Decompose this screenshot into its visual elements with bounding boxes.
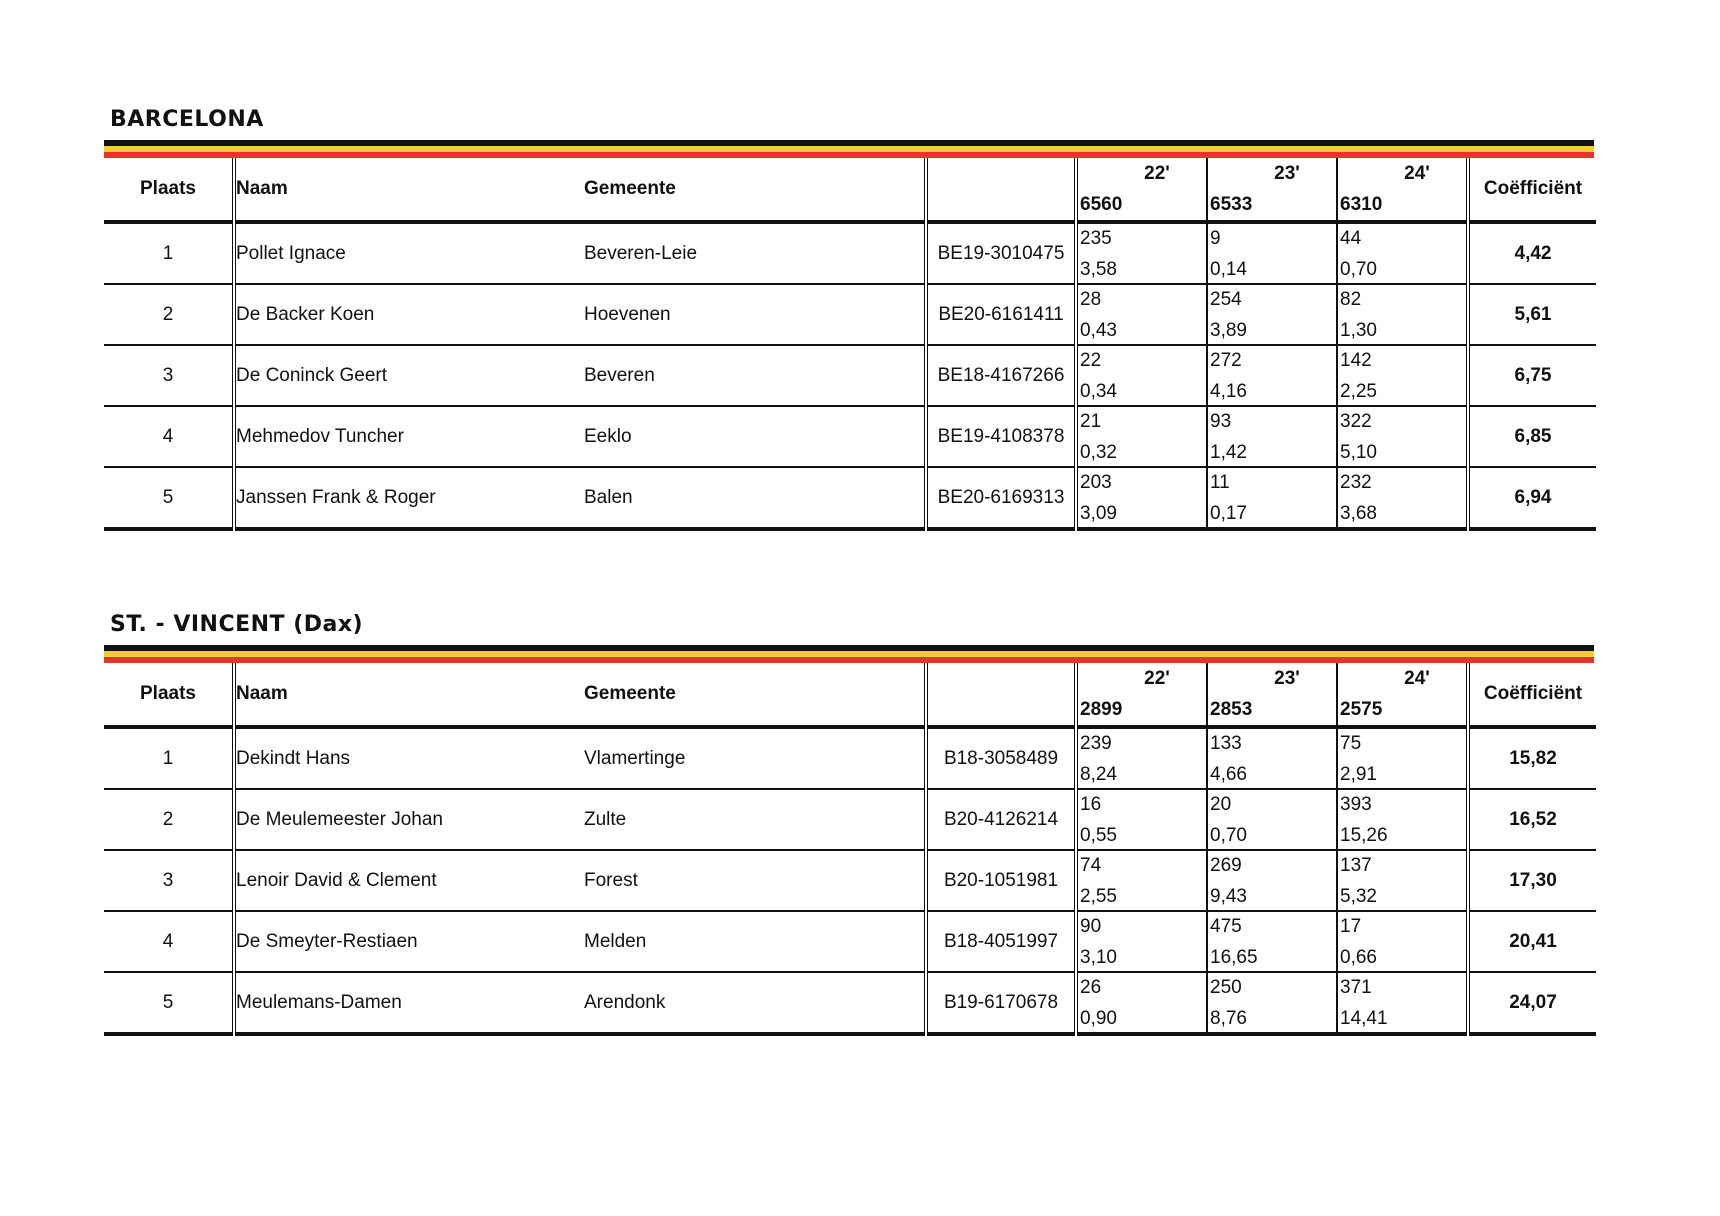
cell-year-result: 75 2,91	[1337, 727, 1468, 789]
table-row	[104, 406, 1596, 467]
cell-ring-number: B20-4126214	[926, 789, 1076, 850]
cell-gemeente: Beveren-Leie	[584, 242, 698, 264]
ranking-table	[104, 158, 1596, 531]
table-row	[104, 789, 1596, 850]
table-row	[104, 222, 1596, 284]
cell-year-result: 393 15,26	[1337, 789, 1468, 850]
cell-ring-number: BE18-4167266	[926, 345, 1076, 406]
cell-year-result: 250 8,76	[1207, 972, 1337, 1034]
cell-coefficient: 17,30	[1468, 850, 1596, 911]
header-coefficient: Coëfficiënt	[1468, 158, 1596, 222]
cell-ring-number: BE19-3010475	[926, 222, 1076, 284]
cell-ring-number: B20-1051981	[926, 850, 1076, 911]
header-naam: Naam	[234, 663, 584, 727]
cell-year-result: 133 4,66	[1207, 727, 1337, 789]
cell-naam: Dekindt Hans	[234, 727, 584, 789]
cell-ring-number: B18-3058489	[926, 727, 1076, 789]
cell-naam: De Smeyter-Restiaen	[234, 911, 584, 972]
cell-coefficient: 6,94	[1468, 467, 1596, 529]
header-gemeente: Gemeente	[584, 683, 676, 704]
cell-naam: De Meulemeester Johan	[234, 789, 584, 850]
cell-naam: Lenoir David & Clement	[234, 850, 584, 911]
cell-plaats: 2	[162, 808, 174, 830]
cell-year-result: 82 1,30	[1337, 284, 1468, 345]
cell-coefficient: 15,82	[1468, 727, 1596, 789]
cell-plaats: 3	[162, 364, 174, 386]
cell-year-result: 203 3,09	[1076, 467, 1207, 529]
cell-gemeente: Eeklo	[584, 425, 632, 447]
cell-year-result: 90 3,10	[1076, 911, 1207, 972]
cell-year-result: 11 0,17	[1207, 467, 1337, 529]
cell-plaats: 5	[162, 486, 174, 508]
cell-ring-number: BE20-6161411	[926, 284, 1076, 345]
cell-year-result: 272 4,16	[1207, 345, 1337, 406]
cell-year-result: 475 16,65	[1207, 911, 1337, 972]
cell-year-result: 26 0,90	[1076, 972, 1207, 1034]
cell-year-result: 74 2,55	[1076, 850, 1207, 911]
cell-ring-number: BE20-6169313	[926, 467, 1076, 529]
cell-year-result: 322 5,10	[1337, 406, 1468, 467]
table-row	[104, 727, 1596, 789]
ranking-table	[104, 663, 1596, 1036]
cell-plaats: 1	[162, 242, 174, 264]
table-row	[104, 972, 1596, 1034]
belgian-flag-stripe	[104, 645, 1594, 663]
cell-naam: Meulemans-Damen	[234, 972, 584, 1034]
header-ring	[926, 158, 1076, 222]
header-naam: Naam	[234, 158, 584, 222]
cell-plaats: 1	[162, 747, 174, 769]
cell-coefficient: 5,61	[1468, 284, 1596, 345]
cell-gemeente: Hoevenen	[584, 303, 671, 325]
cell-ring-number: BE19-4108378	[926, 406, 1076, 467]
cell-plaats: 2	[162, 303, 174, 325]
cell-year-result: 235 3,58	[1076, 222, 1207, 284]
belgian-flag-stripe	[104, 140, 1594, 158]
cell-naam: Pollet Ignace	[234, 222, 584, 284]
cell-naam: De Backer Koen	[234, 284, 584, 345]
cell-naam: Janssen Frank & Roger	[234, 467, 584, 529]
header-year: 22' 6560	[1076, 158, 1207, 222]
cell-year-result: 254 3,89	[1207, 284, 1337, 345]
header-year: 23' 6533	[1207, 158, 1337, 222]
cell-coefficient: 24,07	[1468, 972, 1596, 1034]
cell-year-result: 93 1,42	[1207, 406, 1337, 467]
cell-year-result: 21 0,32	[1076, 406, 1207, 467]
cell-naam: De Coninck Geert	[234, 345, 584, 406]
header-plaats: Plaats	[140, 178, 196, 199]
table-row	[104, 911, 1596, 972]
cell-year-result: 142 2,25	[1337, 345, 1468, 406]
cell-year-result: 28 0,43	[1076, 284, 1207, 345]
table-row	[104, 467, 1596, 529]
ranking-section	[104, 605, 1594, 1036]
cell-year-result: 239 8,24	[1076, 727, 1207, 789]
ranking-section	[104, 100, 1594, 531]
cell-plaats: 3	[162, 869, 174, 891]
cell-gemeente: Vlamertinge	[584, 747, 686, 769]
cell-gemeente: Melden	[584, 930, 647, 952]
cell-gemeente: Forest	[584, 869, 638, 891]
cell-ring-number: B18-4051997	[926, 911, 1076, 972]
cell-year-result: 232 3,68	[1337, 467, 1468, 529]
table-row	[104, 345, 1596, 406]
section-title: BARCELONA	[110, 107, 264, 132]
header-year: 24' 6310	[1337, 158, 1468, 222]
header-ring	[926, 663, 1076, 727]
header-year: 22' 2899	[1076, 663, 1207, 727]
cell-year-result: 44 0,70	[1337, 222, 1468, 284]
cell-coefficient: 20,41	[1468, 911, 1596, 972]
cell-year-result: 22 0,34	[1076, 345, 1207, 406]
cell-coefficient: 6,85	[1468, 406, 1596, 467]
cell-coefficient: 16,52	[1468, 789, 1596, 850]
cell-year-result: 269 9,43	[1207, 850, 1337, 911]
cell-plaats: 4	[162, 425, 174, 447]
section-title: ST. - VINCENT (Dax)	[110, 612, 364, 637]
table-header-row	[104, 158, 1596, 222]
cell-coefficient: 4,42	[1468, 222, 1596, 284]
header-coefficient: Coëfficiënt	[1468, 663, 1596, 727]
table-row	[104, 284, 1596, 345]
cell-year-result: 137 5,32	[1337, 850, 1468, 911]
header-plaats: Plaats	[140, 683, 196, 704]
cell-gemeente: Beveren	[584, 364, 655, 386]
table-header-row	[104, 663, 1596, 727]
cell-year-result: 16 0,55	[1076, 789, 1207, 850]
cell-ring-number: B19-6170678	[926, 972, 1076, 1034]
header-year: 23' 2853	[1207, 663, 1337, 727]
table-row	[104, 850, 1596, 911]
cell-year-result: 371 14,41	[1337, 972, 1468, 1034]
cell-gemeente: Zulte	[584, 808, 627, 830]
cell-year-result: 20 0,70	[1207, 789, 1337, 850]
cell-plaats: 4	[162, 930, 174, 952]
cell-gemeente: Arendonk	[584, 991, 666, 1013]
cell-naam: Mehmedov Tuncher	[234, 406, 584, 467]
header-year: 24' 2575	[1337, 663, 1468, 727]
cell-plaats: 5	[162, 991, 174, 1013]
cell-gemeente: Balen	[584, 486, 633, 508]
cell-year-result: 17 0,66	[1337, 911, 1468, 972]
cell-coefficient: 6,75	[1468, 345, 1596, 406]
header-gemeente: Gemeente	[584, 178, 676, 199]
cell-year-result: 9 0,14	[1207, 222, 1337, 284]
